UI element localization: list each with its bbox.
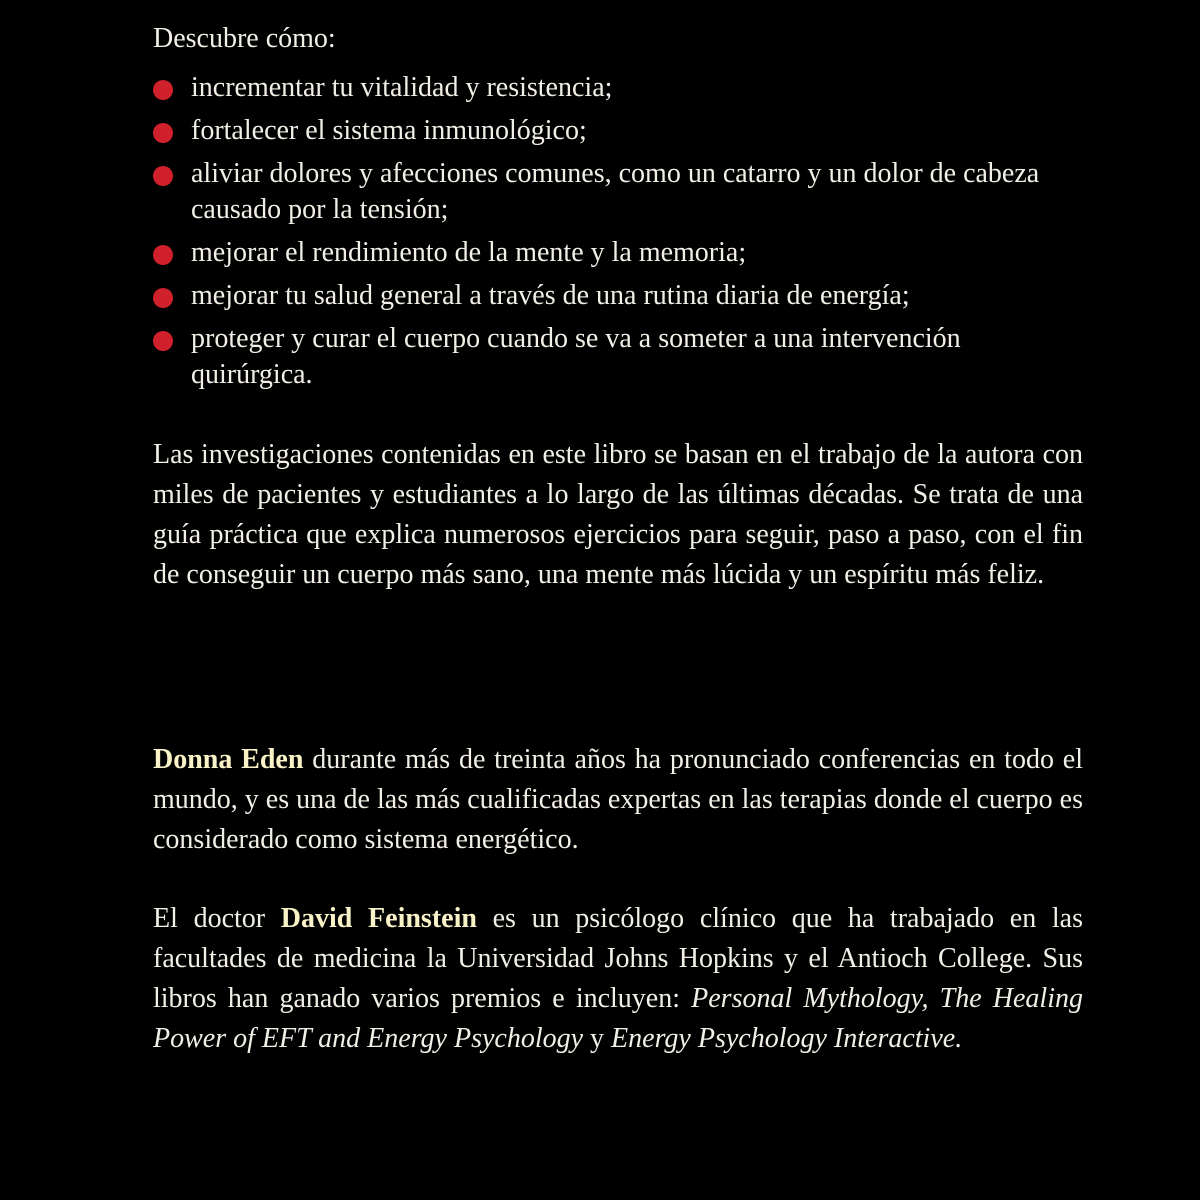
author-bio-donna-eden (153, 740, 1083, 860)
list-item (153, 156, 1083, 228)
intro-heading: Descubre cómo: (153, 23, 336, 54)
bullet-dot-icon (153, 166, 173, 186)
author-prefix: El doctor (153, 903, 281, 934)
benefits-list (153, 70, 1083, 400)
list-item-text: fortalecer el sistema inmunológico; (191, 115, 587, 146)
list-item-text: proteger y curar el cuerpo cuando se va a someter a una intervención quirúrgica. (191, 323, 961, 390)
bullet-dot-icon (153, 288, 173, 308)
book-titles: Personal Mythology, The Healing Power of EFT and Energy Psychology (153, 983, 1083, 1054)
list-item-text: aliviar dolores y afecciones comunes, como un catarro y un dolor de cabeza causado por la tensión; (191, 158, 1040, 225)
author-name: David Feinstein (280, 903, 477, 934)
conjunction-text: y (583, 1023, 612, 1054)
bullet-dot-icon (153, 245, 173, 265)
list-item (153, 70, 1083, 106)
list-item (153, 278, 1083, 314)
author-name: Donna Eden (153, 744, 304, 775)
bullet-dot-icon (153, 80, 173, 100)
list-item (153, 235, 1083, 271)
research-paragraph: Las investigaciones contenidas en este libro se basan en el trabajo de la autora con miles de pacientes y estudiantes a lo largo de las últimas décadas. Se trata de una guía práctica que explica numerosos ejercicios para seguir, paso a paso, con el fin de conseguir un cuerpo más sano, una mente más lúcida y un espíritu más feliz. (153, 439, 1083, 590)
book-title: Energy Psychology Interactive. (611, 1023, 963, 1054)
list-item-text: incrementar tu vitalidad y resistencia; (191, 72, 613, 103)
author-bio-text: durante más de treinta años ha pronunciado conferencias en todo el mundo, y es una de las más cualificadas expertas en las terapias donde el cuerpo es considerado como sistema energético. (153, 744, 1083, 855)
author-bio-text: es un psicólogo clínico que ha trabajado en las facultades de medicina la Universidad Johns Hopkins y el Antioch College. Sus libros han ganado varios premios e incluyen: (153, 903, 1083, 1014)
bullet-dot-icon (153, 123, 173, 143)
list-item-text: mejorar el rendimiento de la mente y la memoria; (191, 237, 747, 268)
list-item (153, 113, 1083, 149)
list-item-text: mejorar tu salud general a través de una rutina diaria de energía; (191, 280, 910, 311)
bullet-dot-icon (153, 331, 173, 351)
list-item (153, 321, 1083, 393)
author-bio-david-feinstein (153, 899, 1083, 1059)
